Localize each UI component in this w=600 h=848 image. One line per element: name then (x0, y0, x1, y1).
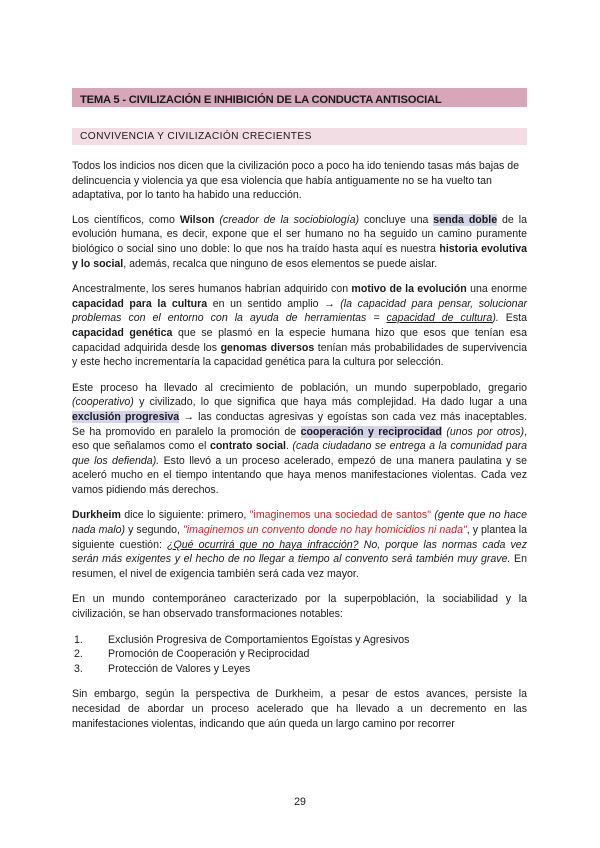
section-heading: CONVIVENCIA Y CIVILIZACIÓN CRECIENTES (72, 128, 527, 145)
page-number: 29 (294, 796, 306, 808)
chapter-title: TEMA 5 - CIVILIZACIÓN E INHIBICIÓN DE LA CONDUCTA ANTISOCIAL (72, 88, 527, 107)
paragraph-durkheim: Durkheim dice lo siguiente: primero, "imaginemos una sociedad de santos" (gente que no hace nada malo) y segundo, "imaginemos un convento donde no hay homicidios ni nada", y plantea la siguiente cuestión: ¿Qué ocurrirá que no haya infracción? No, porque las normas cada vez serán más exigentes y el hecho de no llegar a tiempo al convento será también muy grave. En resumen, el nivel de exigencia también será cada vez mayor. (72, 509, 528, 580)
list-item: 1. Exclusión Progresiva de Comportamientos Egoístas y Agresivos (74, 633, 410, 646)
paragraph-intro: Todos los indicios nos dicen que la civilización poco a poco ha ido teniendo tasas más bajas de delincuencia y violencia ya que esa violencia que había antiguamente no se ha vuelto tan adaptativa, por lo tanto ha habido una reducción. (72, 160, 519, 202)
document-page (72, 88, 527, 731)
list-item: 2. Promoción de Cooperación y Reciprocidad (74, 648, 310, 661)
transformations-list (72, 633, 527, 677)
paragraph-wilson: Los científicos, como Wilson (creador de la sociobiología) concluye una senda doble de la evolución humana, es decir, expone que el ser humano no ha seguido un camino puramente biológico o social sino uno doble: lo que nos ha traído hasta aquí es nuestra historia evolutiva y lo social, además, recalca que ninguno de esos elementos se puede aislar. (72, 213, 527, 270)
paragraph-evolution: Ancestralmente, los seres humanos habrían adquirido con motivo de la evolución una enorme capacidad para la cultura en un sentido amplio → (la capacidad para pensar, solucionar problemas con el entorno con la ayuda de herramientas = capacidad de cultura). Esta capacidad genética que se plasmó en la especie humana hizo que esos que tenían esa capacidad adquirida desde los genomas diversos tenían más probabilidades de supervivencia y este hecho incrementaría la capacidad genética para la cultura por selección. (72, 283, 528, 369)
list-item: 3. Protección de Valores y Leyes (74, 662, 251, 675)
paragraph-process: Este proceso ha llevado al crecimiento de población, un mundo superpoblado, gregario (cooperativo) y civilizado, lo que significa que haya más complejidad. Ha dado lugar a una exclusión progresiva → las conductas agresivas y egoístas son cada vez más inaceptables. Se ha promovido en paralelo la promoción de cooperación y reciprocidad (unos por otros), eso que señalamos como el contrato social. (cada ciudadano se entrega a la comunidad para que los defienda). Esto llevó a un proceso acelerado, empezó de una manera paulatina y se aceleró mucho en el tiempo intentando que haya menos manifestaciones violentas. Cada vez vamos pidiendo más derechos. (72, 381, 528, 496)
paragraph-conclusion: Sin embargo, según la perspectiva de Durkheim, a pesar de estos avances, persiste la necesidad de abordar un proceso acelerado que ha llevado a un decremento en las manifestaciones violentas, indicando que aún queda un largo camino por recorrer (72, 688, 527, 730)
paragraph-contemporary: En un mundo contemporáneo caracterizado por la superpoblación, la sociabilidad y la civilización, se han observado transformaciones notables: (72, 593, 527, 621)
